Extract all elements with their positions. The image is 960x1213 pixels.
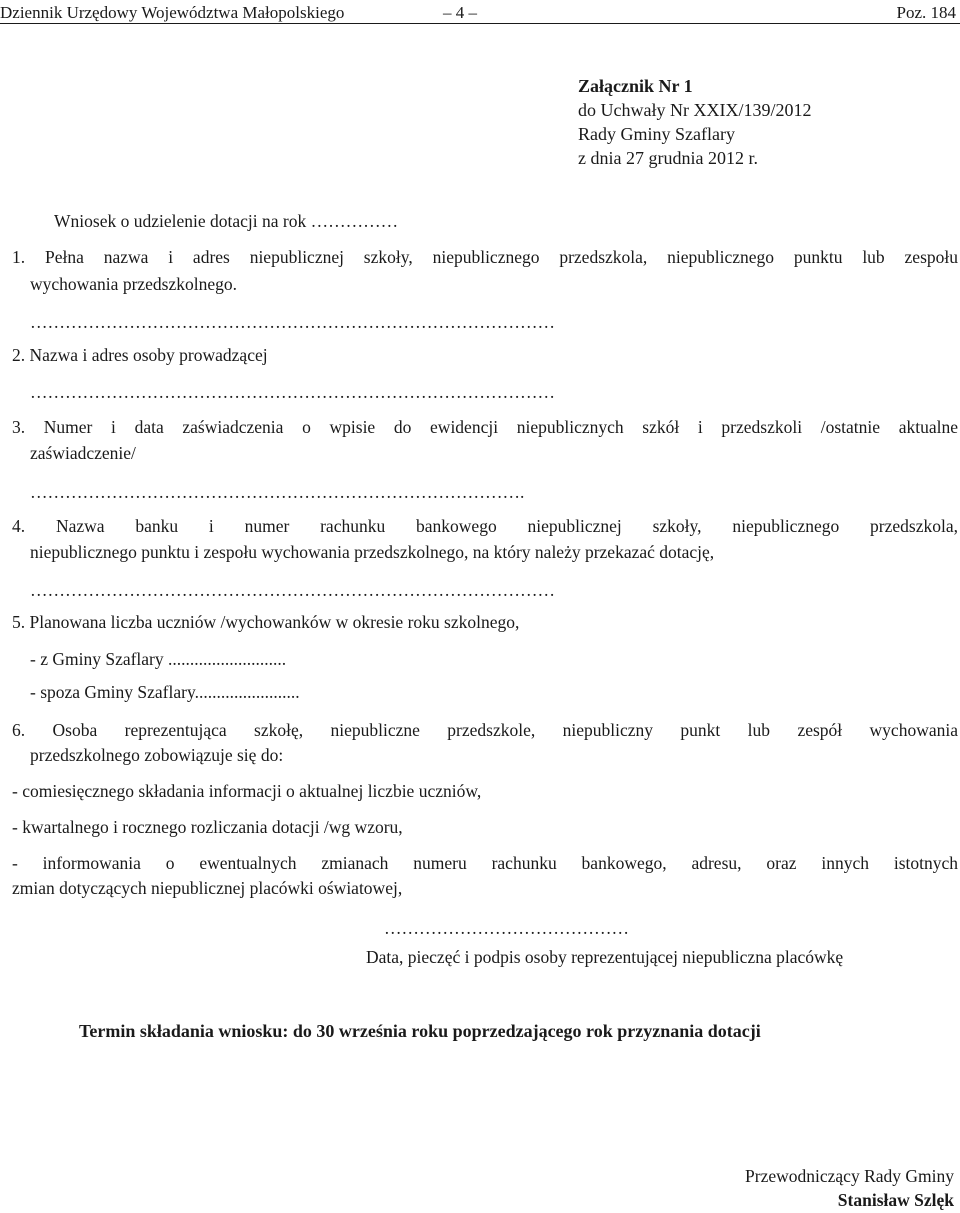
position-number: Poz. 184 — [896, 3, 956, 22]
item3-line1: 3. Numer i data zaświadczenia o wpisie do ewidencji niepublicznych szkół i przedszkoli /ostatnie aktualne — [12, 417, 958, 437]
item5-external: - spoza Gminy Szaflary........................ — [30, 682, 300, 702]
signature-fill-line: …………………………………… — [384, 918, 629, 938]
request-title: Wniosek o udzielenie dotacji na rok …………… — [54, 211, 399, 231]
item5-label: 5. Planowana liczba uczniów /wychowanków w okresie roku szkolnego, — [12, 612, 520, 632]
item3-fill-line: …………………………………………………………………………. — [30, 482, 525, 502]
duty-settlement: - kwartalnego i rocznego rozliczania dotacji /wg wzoru, — [12, 817, 403, 837]
duty-notify-line2: zmian dotyczących niepublicznej placówki oświatowej, — [12, 878, 403, 898]
item4-line2: niepublicznego punktu i zespołu wychowania przedszkolnego, na który należy przekazać dotację, — [30, 542, 715, 562]
annex-resolution: do Uchwały Nr XXIX/139/2012 — [578, 100, 812, 120]
item1-line2: wychowania przedszkolnego. — [30, 274, 238, 294]
header-rule — [0, 23, 960, 24]
item2-label: 2. Nazwa i adres osoby prowadzącej — [12, 345, 268, 365]
deadline-note: Termin składania wniosku: do 30 września roku poprzedzającego rok przyznania dotacji — [79, 1021, 761, 1041]
page-number: – 4 – — [443, 3, 477, 22]
annex-date: z dnia 27 grudnia 2012 r. — [578, 148, 758, 168]
item2-fill-line: ……………………………………………………………………………… — [30, 382, 555, 402]
item5-local: - z Gminy Szaflary ........................... — [30, 649, 287, 669]
chair-role: Przewodniczący Rady Gminy — [745, 1166, 954, 1186]
item1-fill-line: ……………………………………………………………………………… — [30, 312, 555, 332]
signature-caption: Data, pieczęć i podpis osoby reprezentującej niepubliczna placówkę — [366, 947, 844, 967]
annex-council: Rady Gminy Szaflary — [578, 124, 735, 144]
item4-fill-line: ……………………………………………………………………………… — [30, 580, 555, 600]
item4-line1: 4. Nazwa banku i numer rachunku bankowego niepublicznej szkoły, niepublicznego przedszkola, — [12, 516, 958, 536]
page-header — [0, 0, 960, 22]
duty-notify-line1: - informowania o ewentualnych zmianach numeru rachunku bankowego, adresu, oraz innych istotnych — [12, 853, 958, 873]
annex-block — [578, 74, 811, 170]
duty-monthly-report: - comiesięcznego składania informacji o aktualnej liczbie uczniów, — [12, 781, 482, 801]
annex-title: Załącznik Nr 1 — [578, 76, 693, 96]
publication-title: Dziennik Urzędowy Województwa Małopolskiego — [0, 3, 345, 22]
item6-line1: 6. Osoba reprezentująca szkołę, niepubliczne przedszkole, niepubliczny punkt lub zespół wychowania — [12, 720, 958, 740]
item6-line2: przedszkolnego zobowiązuje się do: — [30, 745, 284, 765]
item1-line1: 1. Pełna nazwa i adres niepublicznej szkoły, niepublicznego przedszkola, niepublicznego punktu lub zespołu — [12, 247, 958, 267]
item3-line2: zaświadczenie/ — [30, 443, 136, 463]
chair-name: Stanisław Szlęk — [837, 1190, 954, 1210]
